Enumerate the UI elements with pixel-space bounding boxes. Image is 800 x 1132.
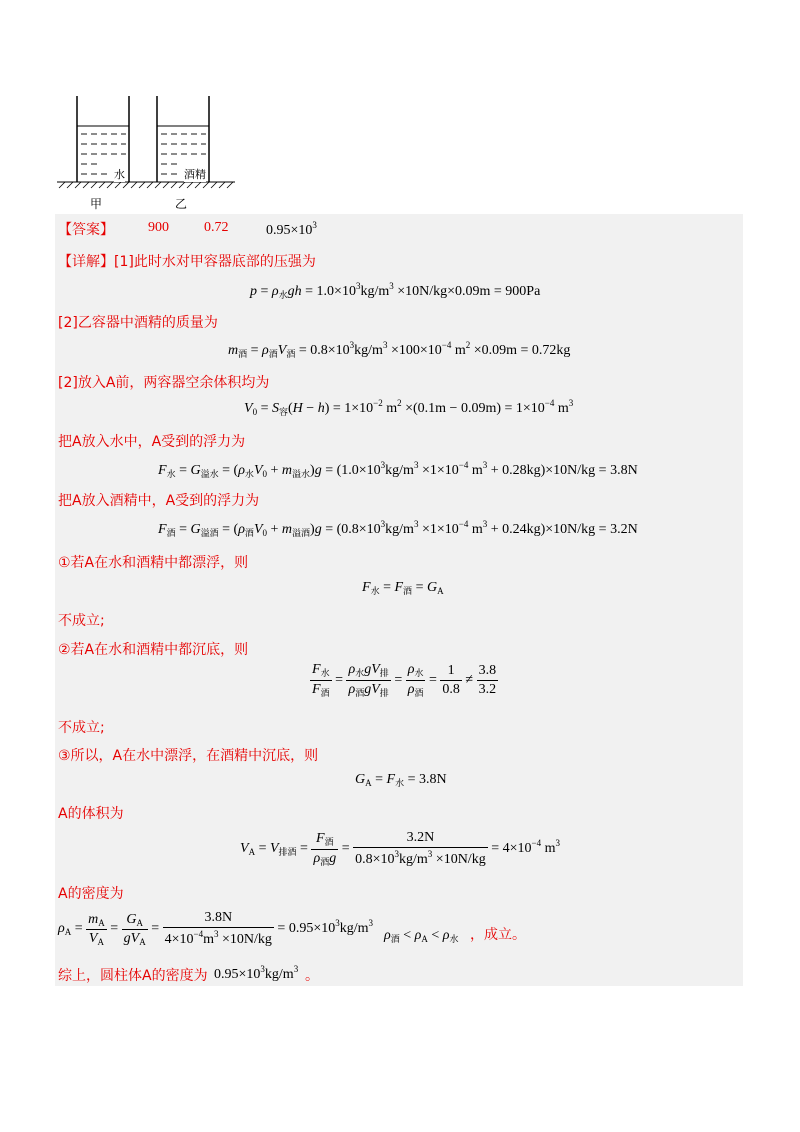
detail-line-7: 不成立; bbox=[58, 613, 105, 629]
answer-value-1: 900 bbox=[148, 220, 169, 235]
detail-line-1: [1]此时水对甲容器底部的压强为 bbox=[114, 254, 316, 270]
equation-volume: $V_0 = S_容(H - h) = 1\times 10^{-2}$ $m^2 \times(0.1m - 0.09m) = 1\times 10^{-4}$ $m^3$ bbox=[244, 398, 574, 417]
containers-figure bbox=[55, 92, 245, 190]
equation-density-a: $\rho_A$ = $\frac{m_A}{V_A}$ = $\frac{G_A}{gV_A}$ = $\frac{3.8N}{4\times 10^{-4}m^3 \times 10N/kg}$ = $0.95\times 10^3kg/m^3$ bbox=[58, 910, 373, 947]
detail-line-13: ，成立。 bbox=[470, 927, 526, 943]
equation-sink-both: $\frac{F_水}{F_酒}$ = $\frac{\rho_水gV_排}{\rho_酒gV_排}$ = $\frac{\rho_水}{\rho_酒}$ = $\frac{1}{0.8}$ ≠ $\frac{3.8}{3.2}$ bbox=[312, 662, 497, 698]
detail-line-5: 把A放入酒精中，A受到的浮力为 bbox=[58, 493, 260, 509]
detail-line-8: ②若A在水和酒精中都沉底，则 bbox=[58, 642, 249, 658]
equation-weight: $G_A = F_水 = 3.8N$ bbox=[355, 772, 447, 788]
equation-pressure: $p = \rho_水gh = 1.0\times 10^3kg/m^3 \times 10N/kg\times 0.09m = 900Pa$ bbox=[250, 281, 541, 300]
detail-line-14-end: 。 bbox=[305, 968, 319, 984]
detail-line-9: 不成立; bbox=[58, 720, 105, 736]
answer-value-2: 0.72 bbox=[204, 220, 229, 235]
equation-mass: $m_酒 = \rho_酒V_酒 = 0.8\times 10^3kg/m^3 \times 100\times 10^{-4}$ $m^2 \times 0.09m = 0.72kg$ bbox=[228, 340, 571, 359]
answer-value-3: $0.95\times 10^3$ bbox=[266, 220, 317, 238]
label-yi: 乙 bbox=[175, 197, 188, 211]
liquid-label-alcohol: 酒精 bbox=[184, 168, 206, 181]
detail-line-11: A的体积为 bbox=[58, 806, 124, 822]
label-jia: 甲 bbox=[90, 197, 103, 211]
equation-buoyancy-alcohol: $F_酒 = G_{溢酒} = (\rho_酒V_0 + m_{溢酒})g = (0.8\times 10^3kg/m^3 \times 1\times 10^{-4}$ $m^3 + 0.24kg)\times 10N/kg = 3.2N$ bbox=[158, 519, 638, 538]
detail-line-6: ①若A在水和酒精中都漂浮，则 bbox=[58, 555, 249, 571]
equation-volume-a: $V_A = V_{排酒}$ = $\frac{F_酒}{\rho_酒g}$ = $\frac{3.2N}{0.8\times 10^3kg/m^3 \times 10N/kg}$ = $4\times 10^{-4}$ $m^3$ bbox=[240, 830, 560, 867]
inequality-density: $\rho_酒 < \rho_A < \rho_水$ bbox=[384, 928, 459, 944]
detail-line-12: A的密度为 bbox=[58, 886, 124, 902]
final-density: $0.95\times 10^3kg/m^3$ bbox=[214, 964, 299, 982]
equation-float-both: $F_水 = F_酒 = G_A$ bbox=[362, 580, 444, 596]
detail-line-10: ③所以，A在水中漂浮，在酒精中沉底，则 bbox=[58, 748, 319, 764]
detail-line-3: [2]放入A前，两容器空余体积均为 bbox=[58, 375, 270, 391]
detail-line-2: [2]乙容器中酒精的质量为 bbox=[58, 315, 218, 331]
answer-tag: 【答案】 bbox=[58, 222, 114, 238]
detail-line-14: 综上，圆柱体A的密度为 bbox=[58, 968, 208, 984]
equation-buoyancy-water: $F_水 = G_{溢水} = (\rho_水V_0 + m_{溢水})g = (1.0\times 10^3kg/m^3 \times 1\times 10^{-4}$ $m^3 + 0.28kg)\times 10N/kg = 3.8N$ bbox=[158, 460, 638, 479]
liquid-label-water: 水 bbox=[114, 168, 125, 181]
detail-line-4: 把A放入水中，A受到的浮力为 bbox=[58, 434, 246, 450]
detail-tag: 【详解】 bbox=[58, 254, 114, 270]
